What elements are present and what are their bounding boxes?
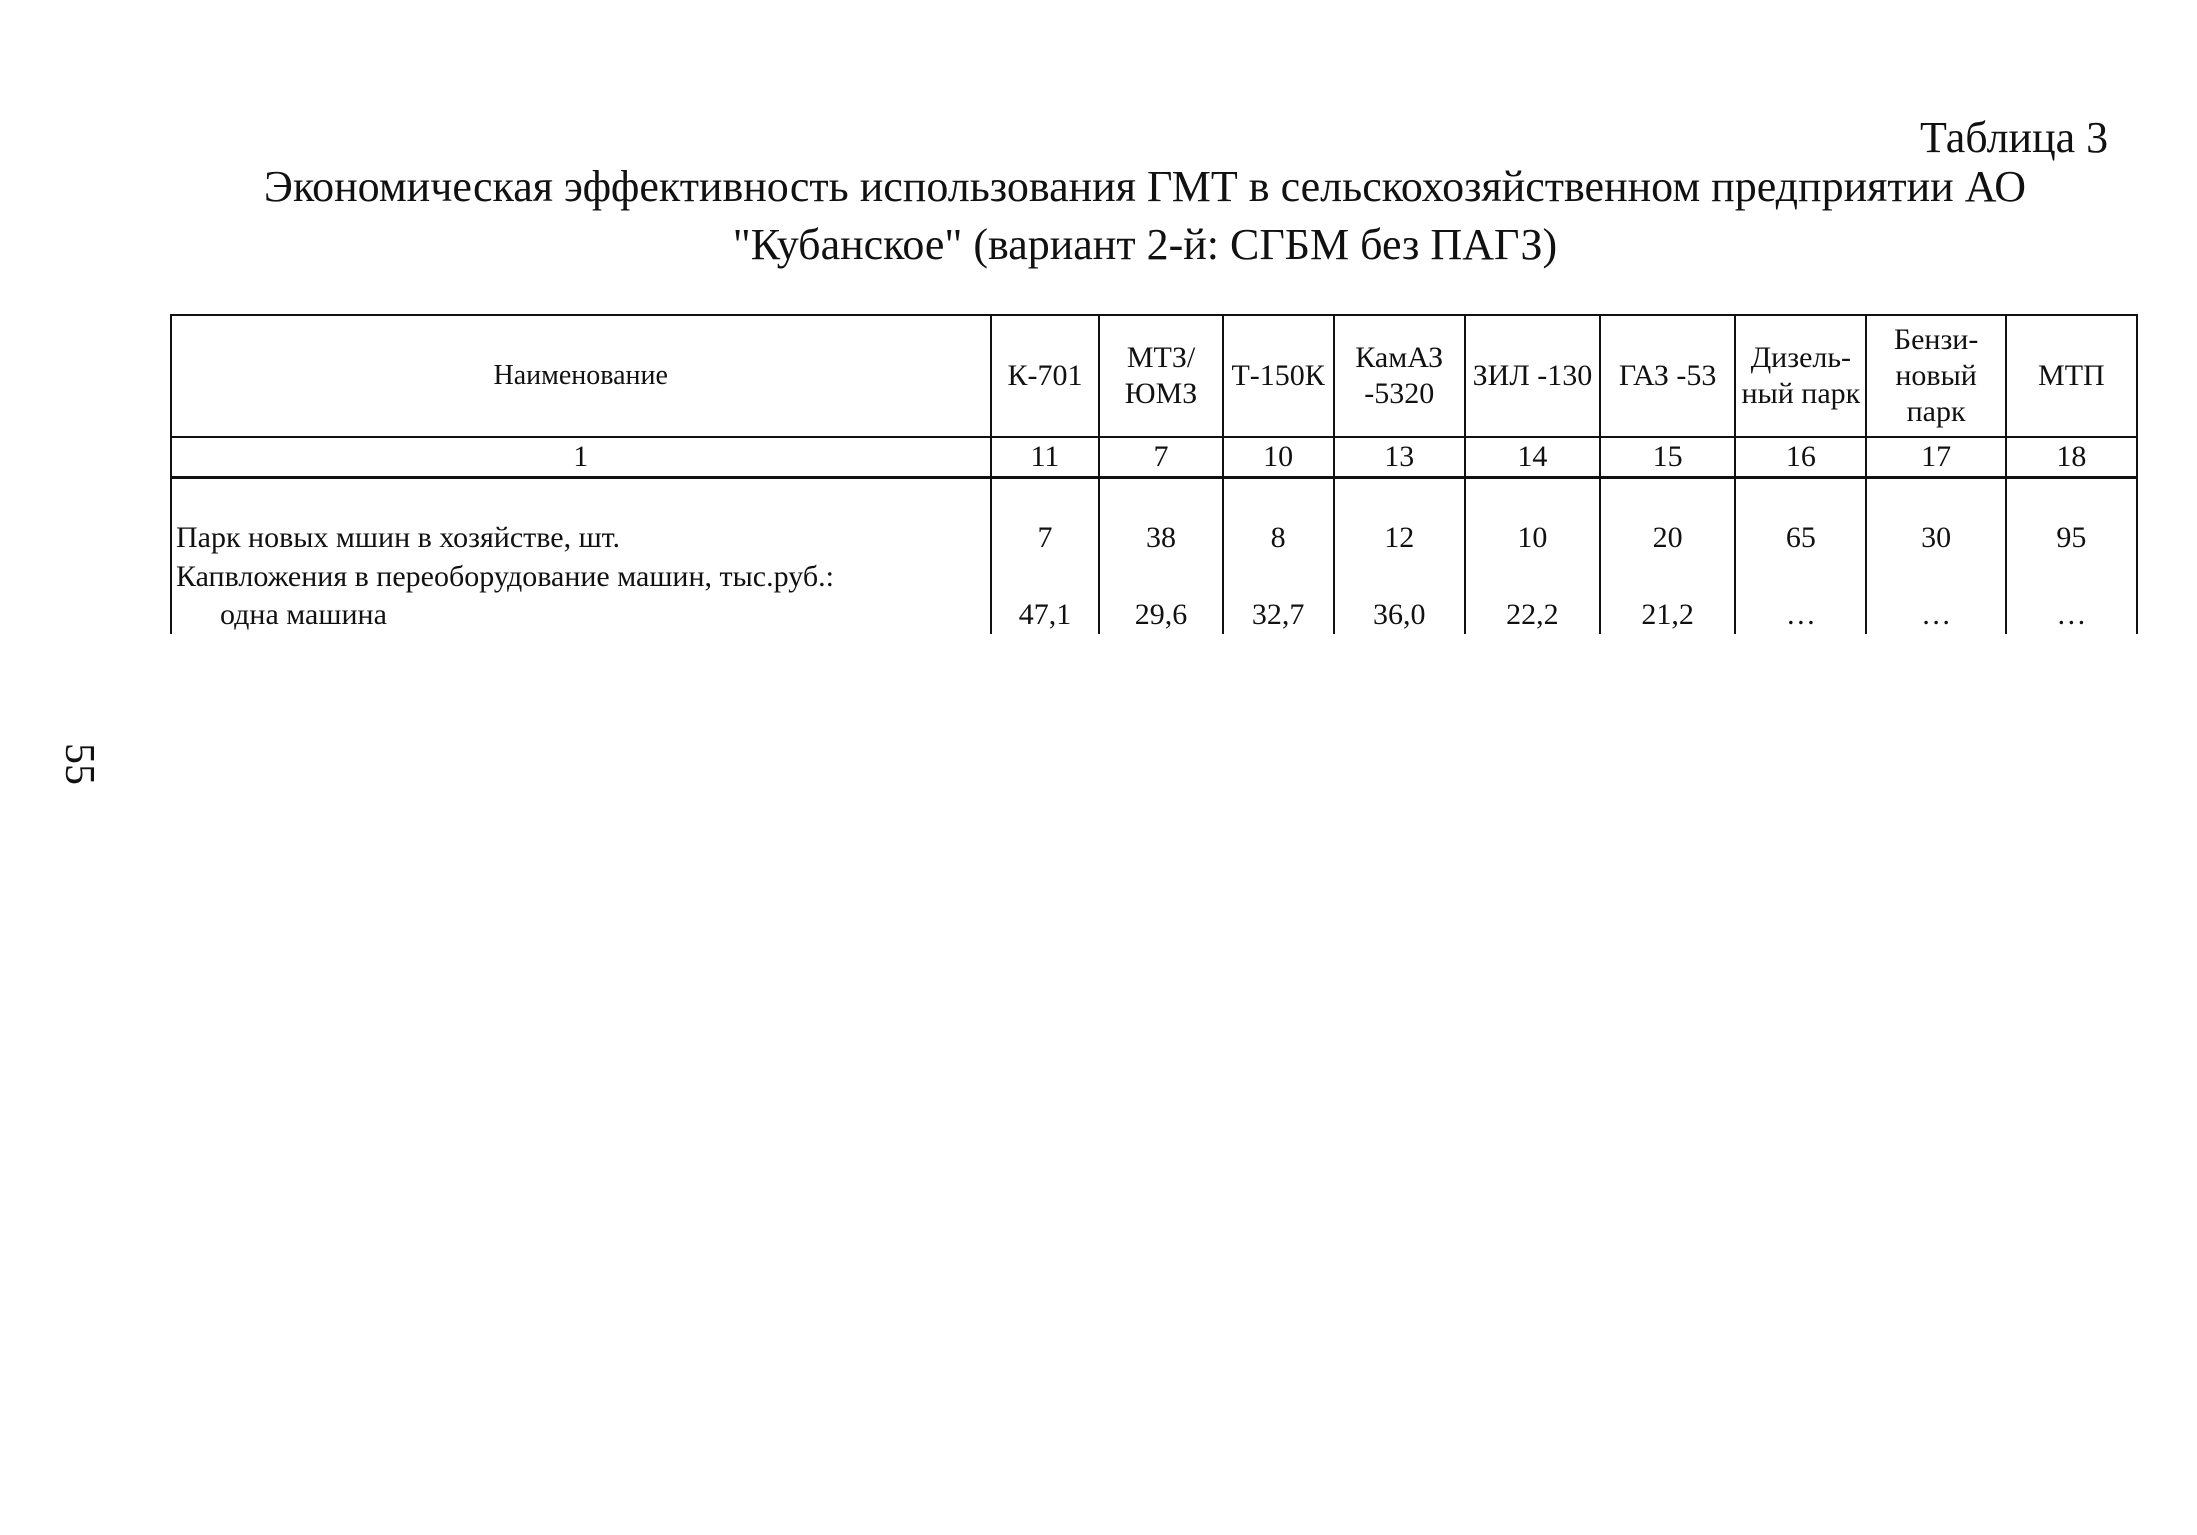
- table-row: [171, 557, 2137, 595]
- column-header: МТЗ/ ЮМЗ: [1099, 315, 1222, 437]
- table-row: [171, 519, 2137, 557]
- table-cell: 8: [1223, 519, 1334, 557]
- table-cell: [1223, 557, 1334, 595]
- column-header: КамАЗ -5320: [1334, 315, 1465, 437]
- table-cell: …: [1735, 596, 1866, 634]
- table-cell: [1735, 557, 1866, 595]
- table-cell: 20: [1600, 519, 1735, 557]
- table-cell: 95: [2006, 519, 2137, 557]
- column-number: 17: [1866, 437, 2005, 478]
- table-body: [171, 478, 2137, 635]
- data-table: [170, 314, 2138, 634]
- column-number: 1: [171, 437, 991, 478]
- row-label: Парк новых мшин в хозяйстве, шт.: [171, 519, 991, 557]
- column-header: Наименование: [171, 315, 991, 437]
- table-cell: …: [1866, 596, 2005, 634]
- table-cell: [1465, 557, 1600, 595]
- column-header: ГАЗ -53: [1600, 315, 1735, 437]
- column-number: 14: [1465, 437, 1600, 478]
- column-number: 13: [1334, 437, 1465, 478]
- header-row: [171, 315, 2137, 437]
- table-cell: 12: [1334, 519, 1465, 557]
- table-cell: 7: [991, 519, 1100, 557]
- column-header: Дизель-ный парк: [1735, 315, 1866, 437]
- column-number: 7: [1099, 437, 1222, 478]
- column-number: 10: [1223, 437, 1334, 478]
- table-cell: [1334, 557, 1465, 595]
- title-line-2: "Кубанское" (вариант 2-й: СГБМ без ПАГЗ): [732, 220, 1558, 269]
- title-line-1: Экономическая эффективность использования ГМТ в сельскохозяйственном предприятии АО: [263, 162, 2027, 211]
- table-cell: [1099, 557, 1222, 595]
- table-cell: 38: [1099, 519, 1222, 557]
- table-cell: 47,1: [991, 596, 1100, 634]
- page-number: 55: [56, 743, 102, 785]
- row-label: одна машина: [171, 596, 991, 634]
- table-cell: [991, 557, 1100, 595]
- table-cell: …: [2006, 596, 2137, 634]
- table-cell: 65: [1735, 519, 1866, 557]
- table-spacer-row: [171, 478, 2137, 520]
- table-title: [200, 158, 2090, 274]
- column-header: К-701: [991, 315, 1100, 437]
- column-header: Т-150К: [1223, 315, 1334, 437]
- column-number: 18: [2006, 437, 2137, 478]
- column-number: 15: [1600, 437, 1735, 478]
- table-cell: 22,2: [1465, 596, 1600, 634]
- table-cell: 10: [1465, 519, 1600, 557]
- table-cell: 32,7: [1223, 596, 1334, 634]
- table-cell: [1866, 557, 2005, 595]
- table-cell: [2006, 557, 2137, 595]
- column-header: МТП: [2006, 315, 2137, 437]
- table-cell: [1600, 557, 1735, 595]
- table-cell: 30: [1866, 519, 2005, 557]
- table-cell: 21,2: [1600, 596, 1735, 634]
- row-label: Капвложения в переоборудование машин, тыс.руб.:: [171, 557, 991, 595]
- column-number-row: [171, 437, 2137, 478]
- table-cell: 29,6: [1099, 596, 1222, 634]
- table-row: [171, 596, 2137, 634]
- column-header: ЗИЛ -130: [1465, 315, 1600, 437]
- table-caption: Таблица 3: [1920, 113, 2109, 162]
- table-cell: 36,0: [1334, 596, 1465, 634]
- column-header: Бензи-новый парк: [1866, 315, 2005, 437]
- column-number: 11: [991, 437, 1100, 478]
- column-number: 16: [1735, 437, 1866, 478]
